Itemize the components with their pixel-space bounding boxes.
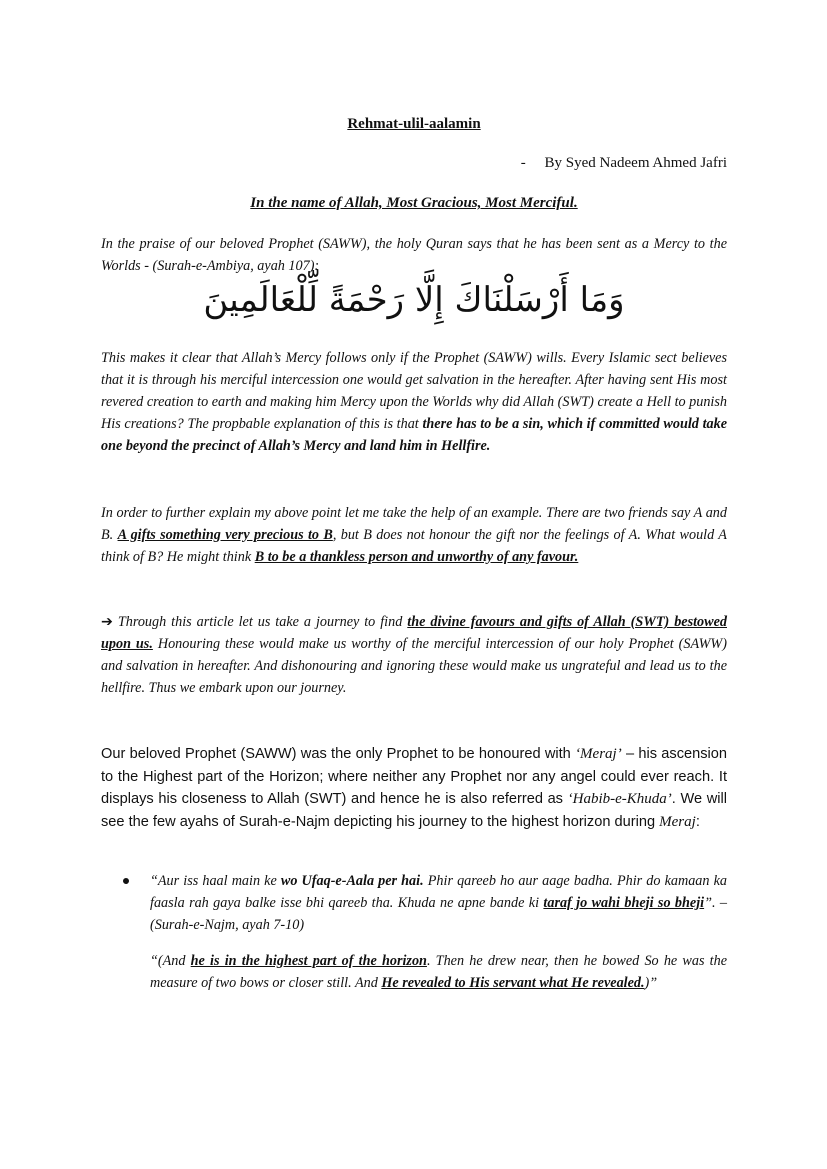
quote-english-text-2: . Then he drew near, then he bowed So he was the measure of two bows or closer still. And <box>150 953 728 991</box>
author-byline: - By Syed Nadeem Ahmed Jafri <box>520 155 727 171</box>
example-underlined-2: B to be a thankless person and unworthy of any favour. <box>254 549 579 565</box>
example-paragraph <box>101 502 727 568</box>
intro-text: In the praise of our beloved Prophet (SAWW), the holy Quran says that he has been sent as a Mercy to the Worlds - (Surah-e-Ambiya, ayah 107): <box>101 236 727 274</box>
quote-urdu-text-3: ”. – (Surah-e-Najm, ayah 7-10) <box>150 895 728 933</box>
meraj-text-3: . We will see the few ayahs of Surah-e-Najm depicting his journey to the highest horizon during <box>101 791 727 830</box>
arrow-icon: ➔ <box>101 614 113 630</box>
quote-english-text-3: )” <box>644 975 658 991</box>
mercy-text: This makes it clear that Allah’s Mercy follows only if the Prophet (SAWW) wills. Every Islamic sect believes that it is through his merciful intercession one would get salvation in the hereafter. After having sent His most revered creation to earth and making him Mercy upon the Worlds why did Allah (SWT) create a Hell to punish His creations? The propbable explanation of this is that <box>101 350 727 432</box>
example-underlined-1: A gifts something very precious to B <box>117 527 333 543</box>
journey-paragraph <box>101 611 727 699</box>
quote-urdu-bold: wo Ufaq-e-Aala per hai. <box>280 873 424 889</box>
journey-text-1: Through this article let us take a journey to find <box>112 614 408 630</box>
example-text-2: , but B does not honour the gift nor the feelings of A. What would A think of B? He might think <box>101 527 727 565</box>
meraj-italic-2: ‘Habib-e-Khuda’ <box>567 791 672 808</box>
mercy-paragraph <box>101 347 727 457</box>
document-title: Rehmat-ulil-aalamin <box>347 116 481 132</box>
meraj-italic-1: ‘Meraj’ <box>575 746 622 762</box>
quote-english-text-1: “(And <box>150 953 191 969</box>
meraj-text-2: – his ascension to the Highest part of the Horizon; where neither any Prophet nor any angel could ever reach. It displays his closeness to Allah (SWT) and hence he is also referred as <box>101 746 727 808</box>
meraj-italic-3: Meraj <box>659 813 696 830</box>
bullet-icon <box>123 878 129 884</box>
arabic-verse: وَمَا أَرْسَلْنَاكَ إِلَّا رَحْمَةً لِّلْعَالَمِينَ <box>203 280 625 320</box>
example-text-1: In order to further explain my above point let me take the help of an example. There are two friends say A and B. <box>101 505 727 543</box>
journey-underlined: the divine favours and gifts of Allah (SWT) bestowed upon us. <box>101 614 727 652</box>
quote-english-underlined-2: He revealed to His servant what He revealed. <box>381 975 645 991</box>
quote-urdu <box>150 870 727 936</box>
meraj-paragraph <box>101 743 727 833</box>
quote-english <box>150 950 727 994</box>
quote-urdu-text-1: “Aur iss haal main ke <box>150 873 281 889</box>
meraj-text-1: Our beloved Prophet (SAWW) was the only Prophet to be honoured with <box>101 746 576 762</box>
basmala-heading: In the name of Allah, Most Gracious, Most Merciful. <box>250 195 578 211</box>
meraj-text-4: : <box>695 813 700 830</box>
quote-urdu-underlined: taraf jo wahi bheji so bheji <box>543 895 705 911</box>
quote-urdu-text-2: Phir qareeb ho aur aage badha. Phir do kamaan ka faasla rah gaya balke isse bhi qareeb tha. Khuda ne apne bande ki <box>150 873 727 911</box>
mercy-bold-text: there has to be a sin, which if committed would take one beyond the precinct of Allah’s Mercy and land him in Hellfire. <box>101 416 727 454</box>
quote-english-underlined-1: he is in the highest part of the horizon <box>190 953 427 969</box>
journey-text-2: Honouring these would make us worthy of the merciful intercession of our holy Prophet (SAWW) and salvation in hereafter. And dishonouring and ignoring these would make us ungrateful and lead us to the hellfire. Thus we embark upon our journey. <box>101 636 727 696</box>
intro-paragraph <box>101 233 727 277</box>
